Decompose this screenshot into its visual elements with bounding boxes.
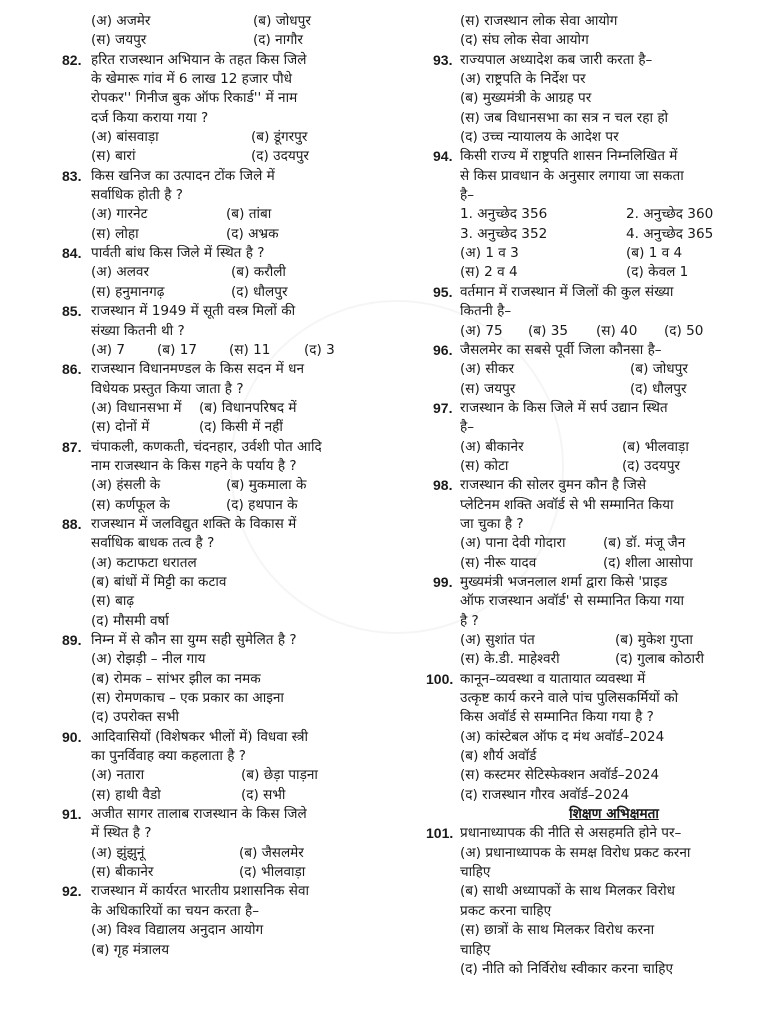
option: (स) बीकानेर — [91, 864, 154, 881]
question-text: विधेयक प्रस्तुत किया जाता है ? — [91, 380, 244, 397]
option: (द) नागौर — [253, 32, 303, 49]
option: (द) हथपान के — [226, 496, 298, 513]
option-row — [62, 496, 392, 515]
option: (अ) बीकानेर — [460, 438, 524, 455]
option: 4. अनुच्छेद 365 — [626, 225, 714, 242]
option-row — [433, 322, 768, 341]
option: (ब) भीलवाड़ा — [622, 438, 689, 455]
question-block — [433, 476, 768, 573]
option: चाहिए — [460, 941, 491, 958]
question-block — [62, 728, 392, 805]
question-block — [62, 631, 392, 728]
question-block — [433, 399, 768, 476]
question-text: राजस्थान में जलविद्युत शक्ति के विकास में — [91, 515, 297, 532]
option-row — [62, 399, 392, 418]
option: (अ) अलवर — [91, 264, 150, 281]
option: (अ) पाना देवी गोदारा — [460, 535, 566, 552]
option: (स) जब विधानसभा का सत्र न चल रहा हो — [460, 109, 669, 126]
option-row — [62, 283, 392, 302]
option: (ब) 1 व 4 — [626, 245, 683, 262]
question-block — [426, 670, 768, 805]
option: (ब) जोधपुर — [253, 13, 311, 29]
question-text: के खेमारू गांव में 6 लाख 12 हजार पौधे — [91, 71, 292, 88]
option: (अ) 7 — [91, 341, 125, 358]
option: (ब) छेड़ा पाड़ना — [241, 767, 318, 784]
option-row — [433, 631, 768, 650]
question-block — [433, 573, 768, 670]
question-text: ऑफ राजस्थान अवॉर्ड' से सम्मानित किया गया — [460, 593, 685, 610]
question-text: मुख्यमंत्री भजनलाल शर्मा द्वारा किसे 'प्राइड — [460, 573, 668, 590]
question-text: राजस्थान विधानमण्डल के किस सदन में धन — [91, 361, 305, 378]
option: (स) 40 — [596, 322, 638, 339]
question-number: 86. — [62, 361, 82, 378]
question-row — [62, 631, 392, 650]
option-row — [433, 438, 768, 457]
option: प्रकट करना चाहिए — [460, 902, 552, 919]
option: (ब) मुकमाला के — [226, 477, 307, 494]
question-text: प्लेटिनम शक्ति अवॉर्ड से भी सम्मानित किया — [460, 496, 674, 513]
question-number: 92. — [62, 883, 82, 900]
question-text: राज्यपाल अध्यादेश कब जारी करता है– — [460, 51, 653, 68]
option: (स) कर्णफूल के — [91, 496, 170, 513]
question-row — [62, 728, 392, 747]
option-row — [433, 457, 768, 476]
question-block — [62, 244, 392, 302]
option: (ब) 17 — [157, 341, 197, 358]
option: (स) कोटा — [460, 457, 509, 474]
option: (ब) साथी अध्यापकों के साथ मिलकर विरोध — [460, 883, 676, 900]
option: (अ) हंसली के — [91, 477, 161, 494]
question-text: उत्कृष्ट कार्य करने वाले पांच पुलिसकर्मियों को — [460, 690, 679, 707]
question-text: जैसलमेर का सबसे पूर्वी जिला कौनसा है– — [460, 341, 662, 358]
option: (अ) अजमेर — [91, 13, 151, 29]
option: (अ) 75 — [460, 322, 503, 339]
question-block — [62, 805, 392, 882]
option-row — [62, 263, 392, 282]
question-number: 85. — [62, 303, 82, 320]
right-column — [426, 12, 768, 979]
option: (स) जयपुर — [460, 380, 516, 397]
question-row — [62, 438, 392, 457]
question-text: से किस प्रावधान के अनुसार लगाया जा सकता — [460, 167, 684, 184]
option-row — [62, 12, 392, 31]
option: (स) जयपुर — [91, 32, 147, 49]
question-text: प्रधानाध्यापक की नीति से असहमति होने पर– — [460, 825, 682, 842]
option: (द) गुलाब कोठारी — [615, 651, 705, 668]
question-text: है– — [460, 187, 475, 204]
question-block — [62, 438, 392, 515]
question-block — [433, 147, 768, 282]
question-number: 84. — [62, 245, 82, 262]
question-number: 88. — [62, 515, 82, 532]
question-block — [433, 51, 768, 148]
option: (ब) गृह मंत्रालय — [91, 941, 170, 958]
question-text: संख्या कितनी थी ? — [91, 322, 185, 339]
question-row — [433, 573, 768, 592]
option-row — [62, 786, 392, 805]
option: (द) किसी में नहीं — [199, 419, 283, 436]
question-text: आदिवासियों (विशेषकर भीलों में) विधवा स्त्री — [91, 728, 308, 745]
question-text: चंपाकली, कणकती, चंदनहार, उर्वशी पोत आदि — [91, 438, 322, 455]
option: (द) अभ्रक — [226, 225, 279, 242]
option: (ब) जोधपुर — [630, 361, 688, 378]
option: (द) राजस्थान गौरव अवॉर्ड–2024 — [460, 786, 630, 803]
option: (स) रोमणकाच – एक प्रकार का आइना — [91, 690, 284, 707]
question-text: राजस्थान के किस जिले में सर्प उद्यान स्थित — [460, 399, 668, 416]
option: (अ) विधानसभा में — [91, 399, 182, 416]
question-text: दर्ज किया कराया गया ? — [91, 109, 209, 126]
option: 3. अनुच्छेद 352 — [460, 225, 548, 242]
option-row — [433, 554, 768, 573]
question-text: अजीत सागर तालाब राजस्थान के किस जिले — [91, 806, 307, 823]
option: (स) राजस्थान लोक सेवा आयोग — [460, 13, 618, 29]
question-number: 87. — [62, 438, 82, 455]
question-block — [433, 283, 768, 341]
option-row — [62, 418, 392, 437]
option-row — [433, 225, 768, 244]
option: (अ) विश्व विद्यालय अनुदान आयोग — [91, 922, 264, 939]
question-text: हरित राजस्थान अभियान के तहत किस जिले — [91, 51, 307, 68]
question-row — [426, 670, 768, 689]
option: (द) उच्च न्यायालय के आदेश पर — [460, 129, 619, 146]
question-text: किस खनिज का उत्पादन टोंक जिले में — [91, 167, 275, 184]
option: (स) हनुमानगढ़ — [91, 283, 165, 300]
option: (द) केवल 1 — [626, 264, 689, 281]
option: (अ) कटाफटा धरातल — [91, 554, 197, 571]
question-text: का पुनर्विवाह क्या कहलाता है ? — [91, 748, 246, 765]
option: (द) नीति को निर्विरोध स्वीकार करना चाहिए — [460, 960, 673, 977]
option: (द) मौसमी वर्षा — [91, 612, 169, 629]
question-number: 99. — [433, 573, 453, 590]
question-text: पार्वती बांध किस जिले में स्थित है ? — [91, 245, 265, 262]
option-row — [433, 360, 768, 379]
option: (अ) बांसवाड़ा — [91, 129, 159, 146]
option: (स) दोनों में — [91, 419, 150, 436]
question-row — [62, 167, 392, 186]
option-row — [62, 128, 392, 147]
question-block — [62, 515, 392, 631]
option: (ब) डॉ. मंजू जैन — [603, 535, 686, 552]
option: (अ) प्रधानाध्यापक के समक्ष विरोध प्रकट करना — [460, 844, 691, 861]
question-text: कानून–व्यवस्था व यातायात व्यवस्था में — [460, 670, 646, 687]
option-row — [62, 476, 392, 495]
question-text: रोपकर'' गिनीज बुक ऑफ रिकार्ड'' में नाम — [91, 90, 298, 107]
option: (स) नीरू यादव — [460, 554, 537, 571]
option: (ब) बांधों में मिट्टी का कटाव — [91, 573, 227, 590]
option-row — [433, 534, 768, 553]
question-number: 93. — [433, 51, 453, 68]
option-row — [433, 650, 768, 669]
option: 1. अनुच्छेद 356 — [460, 206, 548, 223]
option-row — [62, 844, 392, 863]
option: (स) लोहा — [91, 225, 139, 242]
question-row — [433, 283, 768, 302]
question-row — [62, 882, 392, 901]
option-row — [62, 341, 392, 360]
option: (स) छात्रों के साथ मिलकर विरोध करना — [460, 922, 655, 939]
option-row — [62, 31, 392, 50]
question-row — [62, 515, 392, 534]
question-number: 97. — [433, 399, 453, 416]
question-number: 83. — [62, 167, 82, 184]
option: (द) उदयपुर — [622, 457, 680, 474]
option: (अ) कांस्टेबल ऑफ द मंथ अवॉर्ड–2024 — [460, 728, 665, 745]
option: (अ) सुशांत पंत — [460, 632, 535, 648]
option: (स) के.डी. माहेश्वरी — [460, 651, 560, 668]
question-text: सर्वाधिक होती है ? — [91, 187, 183, 204]
option: (स) कस्टमर सेटिस्फेक्शन अवॉर्ड–2024 — [460, 767, 660, 784]
question-text: जा चुका है ? — [460, 515, 524, 532]
option: (द) शीला आसोपा — [603, 554, 693, 571]
option: (अ) झुंझुनूं — [91, 844, 145, 861]
option: (ब) 35 — [528, 322, 568, 339]
option: (अ) राष्ट्रपति के निर्देश पर — [460, 71, 586, 88]
option: (स) बारां — [91, 148, 136, 165]
left-column — [62, 12, 392, 960]
option: (ब) डूंगरपुर — [251, 129, 308, 146]
option-row — [433, 263, 768, 282]
option: (ब) मुख्यमंत्री के आग्रह पर — [460, 90, 592, 107]
question-number: 98. — [433, 477, 453, 494]
option: (ब) विधानपरिषद में — [199, 399, 297, 416]
question-text: सर्वाधिक बाधक तत्व है ? — [91, 535, 215, 552]
option: (द) भीलवाड़ा — [239, 864, 306, 881]
option: (द) सभी — [241, 786, 286, 803]
question-number: 101. — [426, 825, 454, 842]
option: (ब) मुकेश गुप्ता — [615, 632, 693, 648]
question-number: 96. — [433, 341, 453, 358]
option: (अ) सीकर — [460, 361, 515, 378]
option: चाहिए — [460, 864, 491, 881]
option: (स) हाथी वैडो — [91, 786, 161, 803]
option: (द) धौलपुर — [630, 380, 687, 397]
question-text: राजस्थान में कार्यरत भारतीय प्रशासनिक सेवा — [91, 883, 310, 900]
option: (ब) तांबा — [226, 206, 272, 223]
question-text: निम्न में से कौन सा युग्म सही सुमेलित है ? — [91, 632, 297, 648]
option: (अ) नतारा — [91, 767, 145, 784]
question-number: 82. — [62, 51, 82, 68]
option: (द) उदयपुर — [251, 148, 309, 165]
option: (द) धौलपुर — [231, 283, 288, 300]
question-row — [62, 302, 392, 321]
question-number: 100. — [426, 670, 454, 687]
question-text: किसी राज्य में राष्ट्रपति शासन निम्नलिखित में — [460, 148, 678, 165]
question-text: में स्थित है ? — [91, 825, 152, 842]
option-row — [62, 205, 392, 224]
question-block — [433, 341, 768, 399]
option-row — [433, 205, 768, 224]
option: (द) संघ लोक सेवा आयोग — [460, 32, 589, 49]
option: (अ) 1 व 3 — [460, 245, 519, 262]
question-number: 95. — [433, 283, 453, 300]
option: (ब) करौली — [231, 264, 286, 281]
question-text: है– — [460, 419, 475, 436]
question-row — [433, 399, 768, 418]
question-number: 90. — [62, 728, 82, 745]
option: 2. अनुच्छेद 360 — [626, 206, 714, 223]
question-text: कितनी है– — [460, 303, 512, 320]
question-number: 89. — [62, 632, 82, 648]
question-text: वर्तमान में राजस्थान में जिलों की कुल संख्या — [460, 283, 674, 300]
question-block — [62, 302, 392, 360]
question-number: 91. — [62, 806, 82, 823]
question-row — [433, 51, 768, 70]
option: (अ) गारनेट — [91, 206, 148, 223]
option: (स) 2 व 4 — [460, 264, 518, 281]
option-row — [62, 225, 392, 244]
option-row — [62, 863, 392, 882]
question-block — [426, 824, 768, 979]
option: (स) बाढ़ — [91, 593, 135, 610]
option: (स) 11 — [229, 341, 271, 358]
option: (अ) रोझड़ी – नील गाय — [91, 651, 206, 668]
option: (द) उपरोक्त सभी — [91, 709, 180, 726]
question-text: है ? — [460, 612, 479, 629]
question-text: राजस्थान की सोलर वुमन कौन है जिसे — [460, 477, 647, 494]
question-row — [433, 147, 768, 166]
question-row — [62, 244, 392, 263]
question-text: राजस्थान में 1949 में सूती वस्त्र मिलों की — [91, 303, 296, 320]
question-block — [62, 882, 392, 959]
question-block — [62, 51, 392, 167]
option: (ब) शौर्य अवॉर्ड — [460, 748, 537, 765]
question-block — [62, 167, 392, 244]
section-heading: शिक्षण अभिक्षमता — [569, 806, 659, 823]
option: (द) 50 — [664, 322, 704, 339]
question-text: के अधिकारियों का चयन करता है– — [91, 902, 260, 919]
question-row — [433, 341, 768, 360]
question-text: नाम राजस्थान के किस गहने के पर्याय है ? — [91, 457, 297, 474]
question-row — [426, 824, 768, 843]
question-text: किस अवॉर्ड से सम्मानित किया गया है ? — [460, 709, 654, 726]
question-row — [62, 805, 392, 824]
option: (ब) जैसलमेर — [239, 844, 304, 861]
option-row — [433, 244, 768, 263]
question-row — [62, 51, 392, 70]
question-row — [433, 476, 768, 495]
option-row — [433, 380, 768, 399]
option-row — [62, 766, 392, 785]
question-block — [62, 360, 392, 437]
question-number: 94. — [433, 148, 453, 165]
option-row — [62, 147, 392, 166]
question-row — [62, 360, 392, 379]
option: (ब) रोमक – सांभर झील का नमक — [91, 670, 261, 687]
option: (द) 3 — [304, 341, 335, 358]
